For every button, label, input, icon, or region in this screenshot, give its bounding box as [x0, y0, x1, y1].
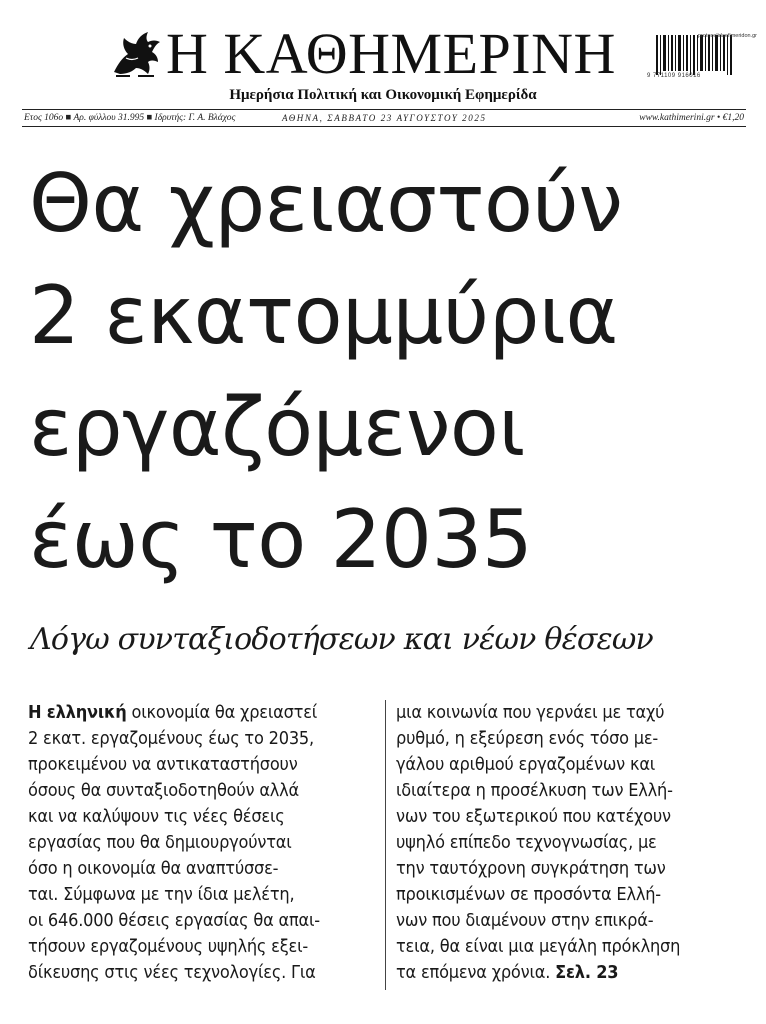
- website-price: www.kathimerini.gr • €1,20: [639, 113, 744, 123]
- article-line: [28, 700, 374, 726]
- article-line: προκειμένου να αντικαταστήσουν: [28, 754, 298, 775]
- griffin-logo-icon: [108, 28, 164, 80]
- article-line: μια κοινωνία που γερνάει με ταχύ: [396, 702, 665, 723]
- deck-subheadline: Λόγω συνταξιοδοτήσεων και νέων θέσεων: [30, 622, 653, 657]
- article-line: οι 646.000 θέσεις εργασίας θα απαι-: [28, 910, 320, 931]
- bottom-rule: [22, 126, 746, 127]
- article-line: δίκευσης στις νέες τεχνολογίες. Για: [28, 962, 316, 983]
- article-line: τήσουν εργαζομένους υψηλής εξει-: [28, 936, 309, 957]
- article-line: γάλου αριθμού εργαζομένων και: [396, 754, 656, 775]
- barcode-number: 9 771109 916016: [647, 73, 701, 79]
- article-line: ται. Σύμφωνα με την ίδια μελέτη,: [28, 884, 295, 905]
- page-reference-link[interactable]: Σελ. 23: [555, 962, 619, 983]
- article-line: τεια, θα είναι μια μεγάλη πρόκληση: [396, 936, 681, 957]
- article-line: προικισμένων σε προσόντα Ελλή-: [396, 884, 661, 905]
- column-divider: [385, 700, 386, 990]
- article-text: τα επόμενα χρόνια.: [396, 962, 556, 983]
- dateline: ΑΘΗΝΑ, ΣΑΒΒΑΤΟ 23 ΑΥΓΟΥΣΤΟΥ 2025: [282, 113, 487, 123]
- article-line: και να καλύψουν τις νέες θέσεις: [28, 806, 285, 827]
- top-rule: [22, 109, 746, 110]
- article-line: την ταυτόχρονη συγκράτηση των: [396, 858, 666, 879]
- article-line: όσο η οικονομία θα αναπτύσσε-: [28, 858, 279, 879]
- article-line: ρυθμό, η εξεύρεση ενός τόσο με-: [396, 728, 659, 749]
- main-headline: [29, 148, 749, 596]
- barcode-label: protoselidaefimeridon.gr: [698, 33, 758, 39]
- article-line: όσους θα συνταξιοδοτηθούν αλλά: [28, 780, 300, 801]
- article-text: οικονομία θα χρειαστεί: [126, 702, 318, 723]
- article-line: 2 εκατ. εργαζομένους έως το 2035,: [28, 728, 314, 749]
- article-line: νων που διαμένουν στην επικρά-: [396, 910, 654, 931]
- newspaper-subtitle: Ημερήσια Πολιτική και Οικονομική Εφημερίδα: [229, 87, 537, 103]
- article-column-left: [28, 700, 374, 986]
- headline-line: έως το 2035: [29, 493, 533, 586]
- article-column-right: [396, 700, 742, 986]
- article-line: εργασίας που θα δημιουργούνται: [28, 832, 292, 853]
- headline-line: 2 εκατομμύρια: [29, 269, 618, 362]
- newspaper-title: Η ΚΑΘΗΜΕΡΙΝΗ: [166, 21, 616, 86]
- article-line: νων του εξωτερικού που κατέχουν: [396, 806, 671, 827]
- article-line: [396, 960, 742, 986]
- article-lead: Η ελληνική: [28, 702, 127, 723]
- article-line: υψηλό επίπεδο τεχνογνωσίας, με: [396, 832, 657, 853]
- article-line: ιδιαίτερα η προσέλκυση των Ελλή-: [396, 780, 673, 801]
- headline-line: εργαζόμενοι: [29, 381, 525, 474]
- headline-line: Θα χρειαστούν: [29, 157, 623, 250]
- issue-info: Ετος 106ο ■ Αρ. φύλλου 31.995 ■ Ιδρυτής: Γ. Α. Βλάχος: [24, 113, 236, 123]
